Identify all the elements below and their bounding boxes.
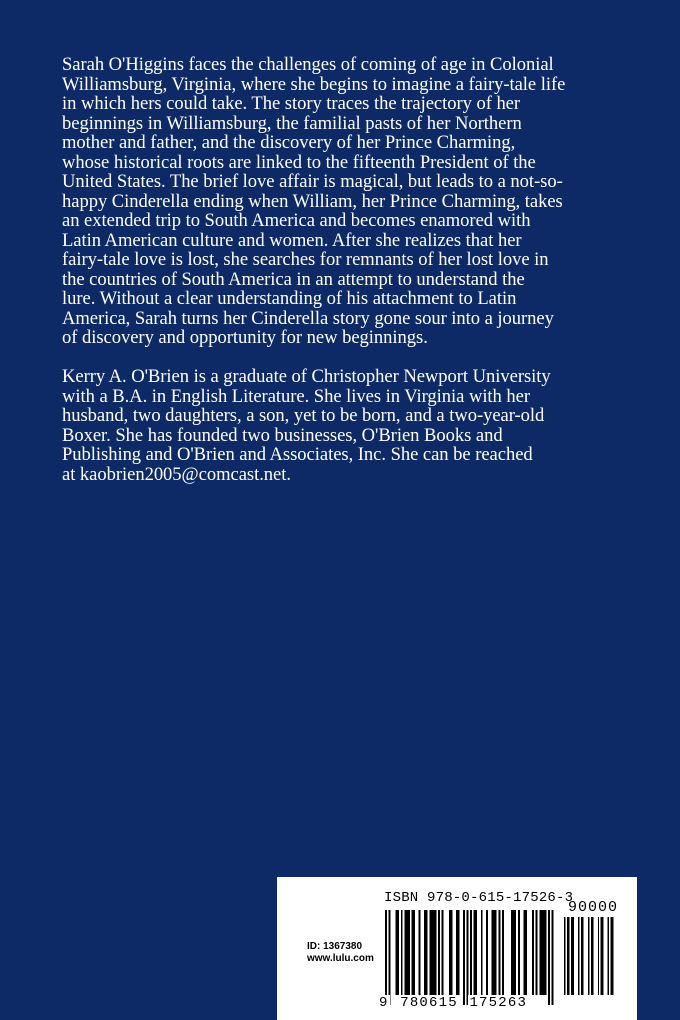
barcode-bar	[405, 910, 410, 995]
ean-right-digits: 175263	[469, 995, 528, 1011]
barcode-bar	[523, 910, 527, 995]
lulu-url: www.lulu.com	[307, 953, 374, 964]
barcode-bar	[511, 910, 516, 995]
barcode-bar	[385, 910, 387, 1005]
barcode-bar	[608, 917, 609, 995]
barcode-bar	[581, 917, 584, 995]
barcode-bar	[571, 917, 574, 995]
lulu-id: ID: 1367380	[307, 941, 363, 952]
barcode-bar	[467, 910, 469, 1005]
barcode-panel	[277, 877, 637, 1020]
barcode-bar	[438, 910, 440, 995]
back-cover-text	[62, 55, 642, 484]
barcode-bar	[486, 910, 488, 995]
barcode-bar	[442, 910, 444, 995]
lulu-id-block	[307, 941, 374, 965]
barcode-bar	[481, 910, 483, 995]
barcode-bar	[449, 910, 453, 995]
price-addon-number: 90000	[568, 899, 619, 916]
barcode-bar	[601, 917, 604, 995]
barcode-bar	[518, 910, 520, 995]
barcode-bar	[412, 910, 416, 995]
barcode-bar	[429, 910, 436, 995]
barcode-bar	[532, 910, 534, 995]
barcode-bar	[424, 910, 428, 995]
barcode-bar	[591, 917, 594, 995]
barcode-bar	[389, 910, 391, 1005]
ean-first-digit: 9	[379, 995, 389, 1011]
barcode-bar	[456, 910, 460, 995]
barcode-bar	[474, 910, 478, 995]
barcode-bar	[502, 910, 504, 995]
ean-left-digits: 780615	[400, 995, 458, 1011]
barcode-bar	[498, 910, 500, 995]
barcode-bar	[564, 917, 565, 995]
barcode-bar	[567, 917, 570, 995]
barcode-bar	[470, 910, 472, 1005]
barcode-bar	[491, 910, 496, 995]
barcode-bar	[611, 917, 614, 995]
barcode-bar	[419, 910, 421, 995]
barcode-bar	[539, 910, 546, 995]
ean-digits	[378, 995, 563, 1011]
barcode-bar	[588, 917, 589, 995]
barcode-bar	[396, 910, 400, 995]
barcode-bar	[598, 917, 599, 995]
barcode-bar	[463, 910, 465, 1005]
synopsis-paragraph: Sarah O'Higgins faces the challenges of coming of age in Colonial Williamsburg, Virginia, where she begins to imagine a fairy-tale life in which hers could take. The story traces the trajectory of her beginnings in Williamsburg, the familial pasts of her Northern mother and father, and the discovery of her Prince Charming, whose historical roots are linked to the fifteenth President of the United States. The brief love affair is magical, but leads to a not-so- happy Cinderella ending when William, her Prince Charming, takes an extended trip to South America and becomes enamored with Latin American culture and women. After she realizes that her fairy-tale love is lost, she searches for remnants of her lost love in the countries of South America in an attempt to understand the lure. Without a clear understanding of his attachment to Latin America, Sarah turns her Cinderella story gone sour into a journey of discovery and opportunity for new beginnings.	[62, 54, 566, 348]
barcode-bar	[552, 910, 554, 1005]
isbn-label: ISBN 978-0-615-17526-3	[384, 890, 574, 906]
ean-barcode	[385, 910, 557, 1005]
author-bio-paragraph: Kerry A. O'Brien is a graduate of Christopher Newport University with a B.A. in English Literature. She lives in Virginia with her husband, two daughters, a son, yet to be born, and a two-year-old Boxer. She has founded two businesses, O'Brien Books and Publishing and O'Brien and Associates, Inc. She can be reached at kaobrien2005@comcast.net.	[62, 366, 551, 485]
barcode-bar	[536, 910, 538, 995]
barcode-bar	[548, 910, 550, 1005]
barcode-bar	[401, 910, 403, 995]
addon-barcode	[564, 917, 626, 1005]
barcode-bar	[578, 917, 579, 995]
